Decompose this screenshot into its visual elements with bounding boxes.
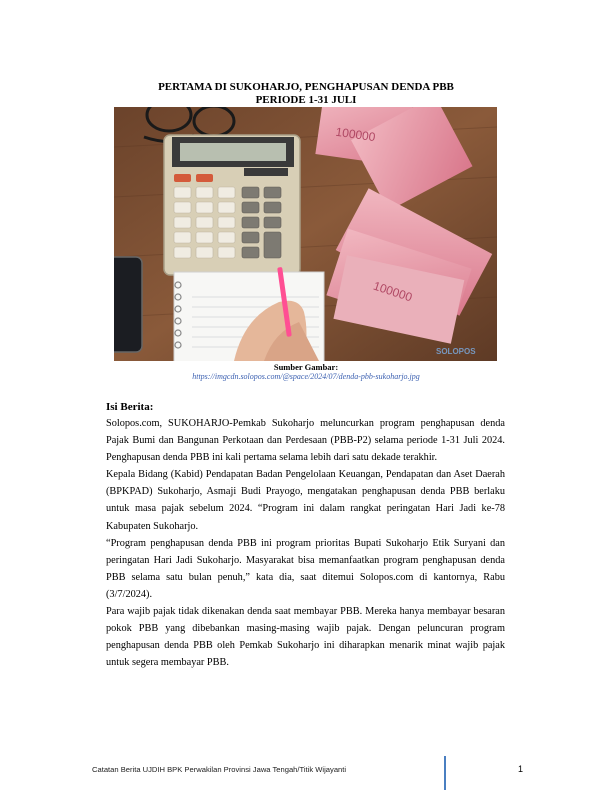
title-line-1: PERTAMA DI SUKOHARJO, PENGHAPUSAN DENDA PBB	[158, 81, 454, 93]
svg-text:100000: 100000	[334, 124, 377, 145]
page-number: 1	[518, 764, 524, 774]
calculator-shape	[164, 135, 300, 275]
footer-divider	[444, 756, 446, 790]
svg-text:100000: 100000	[371, 278, 414, 305]
paragraph-4: Para wajib pajak tidak dikenakan denda saat membayar PBB. Mereka hanya membayar besaran pokok PBB yang dibebankan masing-masing wajib pajak. Dengan peluncuran program penghapusan denda PBB oleh Pemkab Sukoharjo ini diharapkan menarik minat wajib pajak untuk segera membayar PBB.	[106, 606, 505, 669]
photo-watermark: SOLOPOS	[436, 347, 476, 356]
news-body	[106, 415, 505, 671]
footer-text: Catatan Berita UJDIH BPK Perwakilan Provinsi Jawa Tengah/Titik Wijayanti	[92, 765, 347, 774]
document-title	[100, 81, 512, 107]
title-line-2: PERIODE 1-31 JULI	[255, 94, 357, 106]
image-source-link[interactable]: https://imgcdn.solopos.com/@space/2024/07/denda-pbb-sukoharjo.jpg	[192, 372, 420, 381]
news-photo	[114, 107, 497, 361]
paragraph-1: Solopos.com, SUKOHARJO-Pemkab Sukoharjo meluncurkan program penghapusan denda Pajak Bumi dan Bangunan Perkotaan dan Perdesaan (PBB-P2) selama periode 1-31 Juli 2024. Penghapusan denda PBB ini kali pertama selama lebih dari satu dekade terakhir.	[106, 418, 505, 464]
image-source-label: Sumber Gambar:	[273, 362, 339, 372]
paragraph-3: “Program penghapusan denda PBB ini program prioritas Bupati Sukoharjo Etik Suryani dan peringatan Hari Jadi Sukoharjo. Masyarakat bisa memanfaatkan program penghapusan denda PBB selama satu bulan penuh,” kata dia, saat ditemui Solopos.com di kantornya, Rabu (3/7/2024).	[106, 537, 505, 600]
section-heading: Isi Berita:	[106, 401, 154, 413]
paragraph-2: Kepala Bidang (Kabid) Pendapatan Badan Pengelolaan Keuangan, Pendapatan dan Aset Daerah (BPKPAD) Sukoharjo, Asmaji Budi Prayogo, mengatakan penghapusan denda PBB berlaku untuk masa pajak sebelum 2024. “Program ini dalam rangkat peringatan Hari Jadi ke-78 Kabupaten Sukoharjo.	[106, 469, 505, 532]
